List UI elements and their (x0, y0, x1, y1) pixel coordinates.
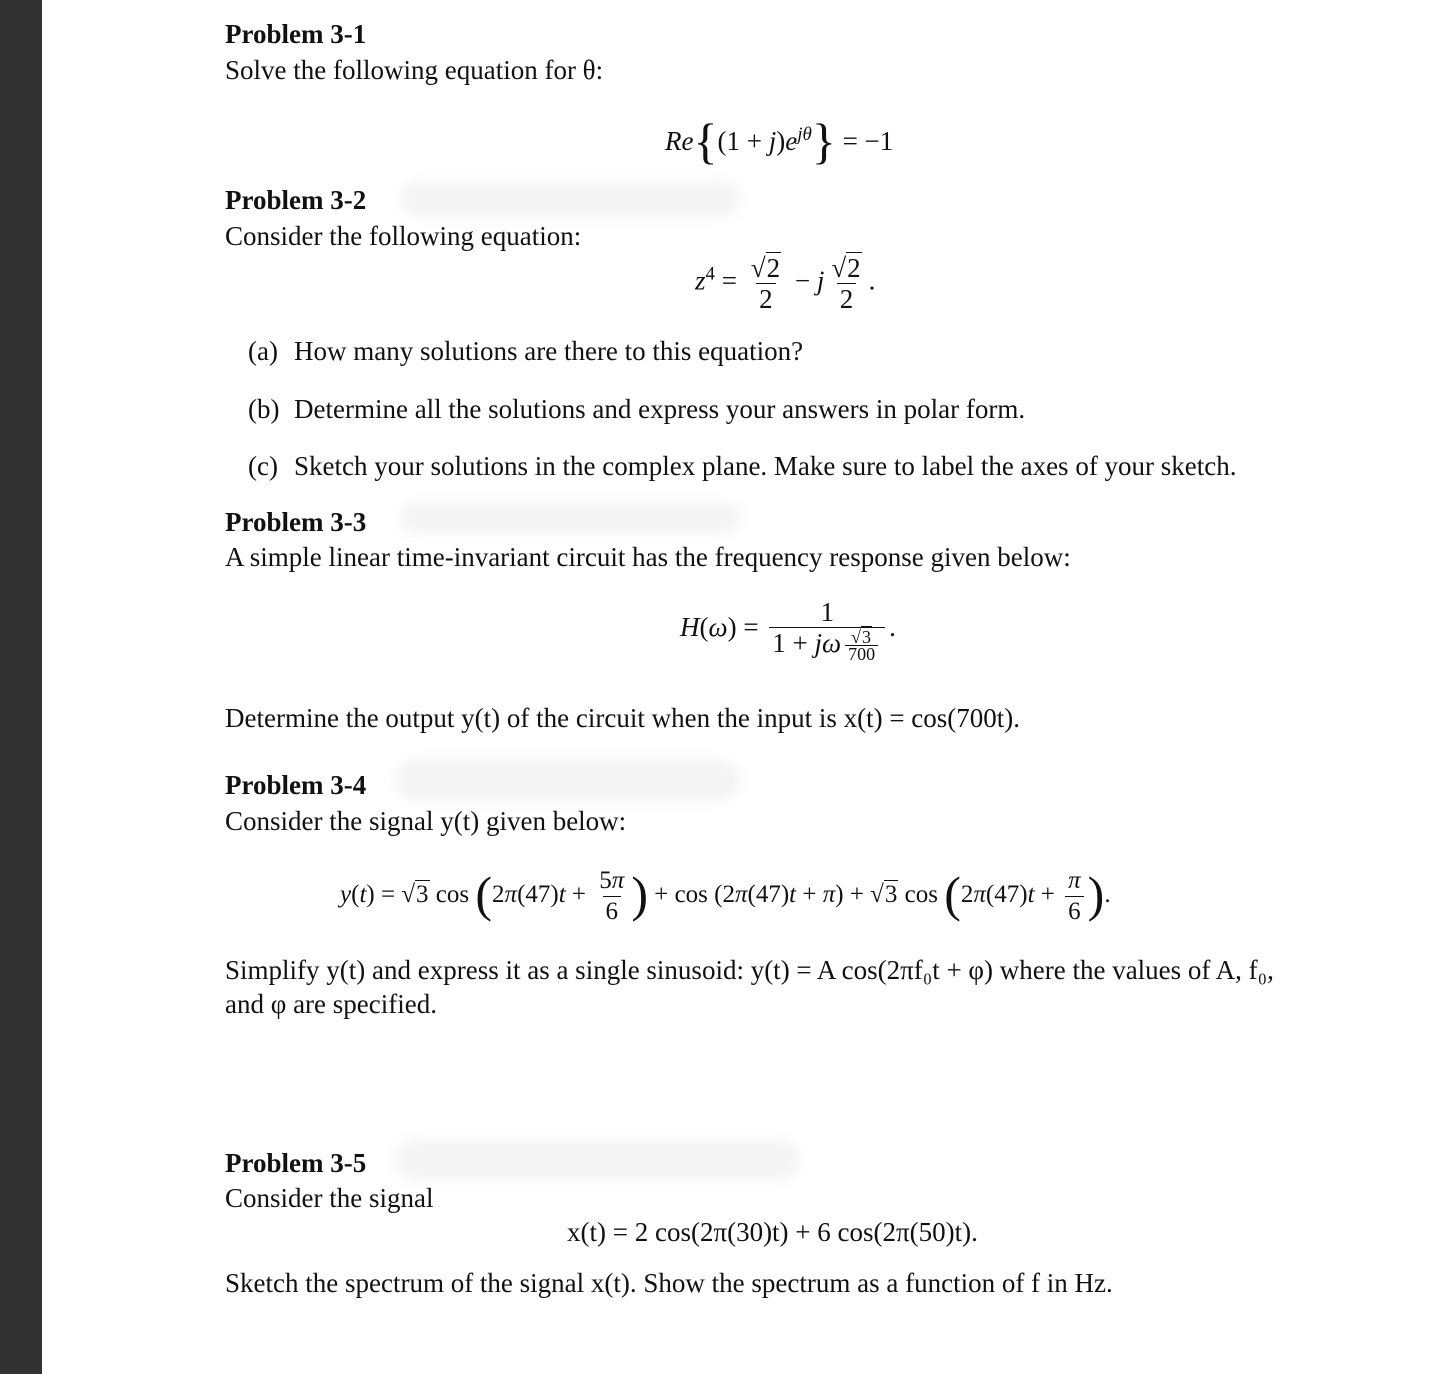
part-text: Determine all the solutions and express your answers in polar form. (294, 394, 1026, 424)
problem-intro: Consider the signal (225, 1183, 434, 1213)
problem-intro: Consider the signal y(t) given below: (225, 806, 627, 836)
problem-question-line-2: and φ are specified. (225, 989, 437, 1019)
part-label: (b) (248, 394, 280, 424)
equation-4: y(t) = √3 cos (2π(47)t + $\frac{5\pi}{6}$ ) + cos (2π(47)t + π) + √3 cos (2π(47)t + $\frac{\pi}{6}$ ). (340, 865, 1111, 925)
erased-annotation (395, 760, 740, 800)
equation-3: H(ω) = 1 1 + jω $\frac{√3}{700}$ . (680, 597, 896, 665)
part-text: How many solutions are there to this equation? (294, 336, 804, 366)
equation-2: $z^4$ = $\frac{√2}{2}$ − j $\frac{√2}{2}$ . (695, 253, 876, 314)
erased-annotation (400, 182, 740, 216)
problem-intro: A simple linear time-invariant circuit has the frequency response given below: (225, 542, 1071, 572)
part-label: (c) (248, 451, 278, 481)
erased-annotation (395, 1140, 800, 1180)
problem-intro: Solve the following equation for θ: (225, 55, 604, 85)
problem-question: Determine the output y(t) of the circuit when the input is x(t) = cos(700t). (225, 703, 1021, 733)
equation-1: $Re\{(1 + j)e^{j\theta}\} = -1$ (665, 112, 894, 169)
part-label: (a) (248, 336, 278, 366)
problem-title: Problem 3-1 (225, 19, 367, 49)
problem-question: Sketch the spectrum of the signal x(t). Show the spectrum as a function of f in Hz. (225, 1268, 1113, 1298)
problem-intro: Consider the following equation: (225, 221, 582, 251)
problem-title: Problem 3-5 (225, 1148, 367, 1178)
problem-title: Problem 3-2 (225, 185, 367, 215)
equation-5: x(t) = 2 cos(2π(30)t) + 6 cos(2π(50)t). (567, 1217, 978, 1247)
erased-annotation (400, 503, 740, 533)
left-dark-sidebar (0, 0, 42, 1374)
problem-title: Problem 3-3 (225, 507, 367, 537)
part-text: Sketch your solutions in the complex plane. Make sure to label the axes of your sketch. (294, 451, 1237, 481)
problem-question-line-1: Simplify y(t) and express it as a single sinusoid: y(t) = A cos(2πf₀t + φ) where the values of A, f₀, (225, 955, 1274, 985)
problem-title: Problem 3-4 (225, 770, 367, 800)
